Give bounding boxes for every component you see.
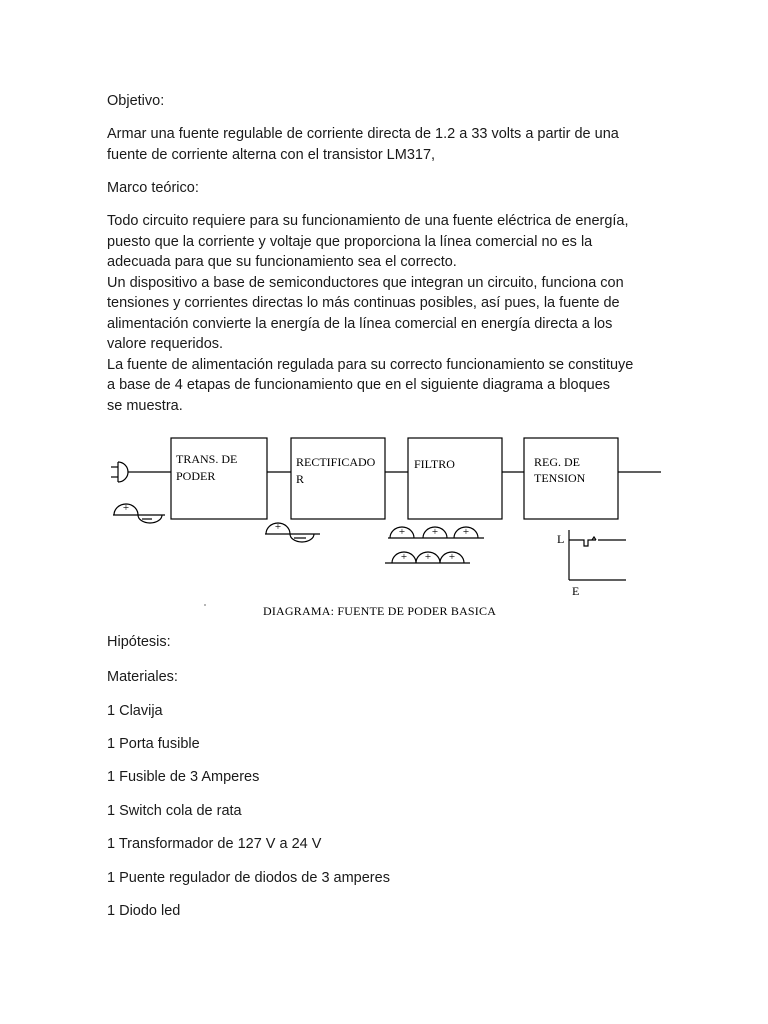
plus-sign: + <box>398 526 406 538</box>
theory-line: alimentación convierte la energía de la línea comercial en energía directa a los <box>107 315 613 332</box>
theory-paragraph <box>107 211 633 416</box>
axis-x-label: E <box>572 584 580 598</box>
ac-plug-icon <box>111 462 140 482</box>
plus-sign: + <box>400 551 408 563</box>
objective-line: fuente de corriente alterna con el transistor LM317, <box>107 146 436 163</box>
plus-sign: + <box>424 551 432 563</box>
objective-paragraph <box>107 124 619 165</box>
material-item: 1 Diodo led <box>107 903 181 919</box>
plus-sign: + <box>431 526 439 538</box>
objective-heading: Objetivo: <box>107 93 165 109</box>
block-rectifier-label: RECTIFICADO <box>296 455 376 469</box>
theory-line: a base de 4 etapas de funcionamiento que en el siguiente diagrama a bloques <box>107 377 611 393</box>
block-regulator-label: TENSION <box>534 471 586 485</box>
block-filter-label: FILTRO <box>414 457 455 471</box>
hypothesis-heading: Hipótesis: <box>107 634 171 650</box>
plus-sign: + <box>462 526 470 538</box>
theory-line: puesto que la corriente y voltaje que proporciona la línea comercial no es la <box>107 233 593 250</box>
theory-line: tensiones y corrientes directas lo más continuas posibles, así pues, la fuente de <box>107 295 620 311</box>
diagram-caption: DIAGRAMA: FUENTE DE PODER BASICA <box>263 604 497 618</box>
block-transformer-label: PODER <box>176 469 216 483</box>
material-item: 1 Switch cola de rata <box>107 803 242 819</box>
plus-sign: + <box>448 551 456 563</box>
axis-y-label: L <box>557 532 565 546</box>
theory-line: adecuada para que su funcionamiento sea el correcto. <box>107 254 457 270</box>
block-filter <box>408 438 502 519</box>
ac-wave-icon <box>113 502 165 523</box>
power-supply-block-diagram <box>108 430 668 625</box>
material-item: 1 Clavija <box>107 703 163 719</box>
block-rectifier-label: R <box>296 472 305 486</box>
block-transformer-label: TRANS. DE <box>176 452 238 466</box>
theory-heading: Marco teórico: <box>107 180 199 196</box>
filtered-wave-icon <box>385 526 484 563</box>
theory-line: La fuente de alimentación regulada para su correcto funcionamiento se constituye <box>107 356 634 373</box>
rectified-wave-icon <box>265 521 320 542</box>
material-item: 1 Transformador de 127 V a 24 V <box>107 836 322 852</box>
material-item: 1 Puente regulador de diodos de 3 amperes <box>107 870 390 886</box>
plus-sign: + <box>122 502 130 514</box>
regulated-output-graph <box>557 530 626 598</box>
stray-dot <box>204 604 205 605</box>
material-item: 1 Porta fusible <box>107 736 200 752</box>
block-regulator-label: REG. DE <box>534 455 580 469</box>
materials-heading: Materiales: <box>107 669 178 685</box>
theory-line: Un dispositivo a base de semiconductores que integran un circuito, funciona con <box>107 274 624 291</box>
theory-line: Todo circuito requiere para su funcionamiento de una fuente eléctrica de energía, <box>107 213 629 229</box>
material-item: 1 Fusible de 3 Amperes <box>107 769 260 785</box>
block-rectifier <box>291 438 385 519</box>
theory-line: valore requeridos. <box>107 336 224 352</box>
objective-line: Armar una fuente regulable de corriente directa de 1.2 a 33 volts a partir de una <box>107 126 619 142</box>
plus-sign: + <box>274 521 282 533</box>
theory-line: se muestra. <box>107 397 183 414</box>
